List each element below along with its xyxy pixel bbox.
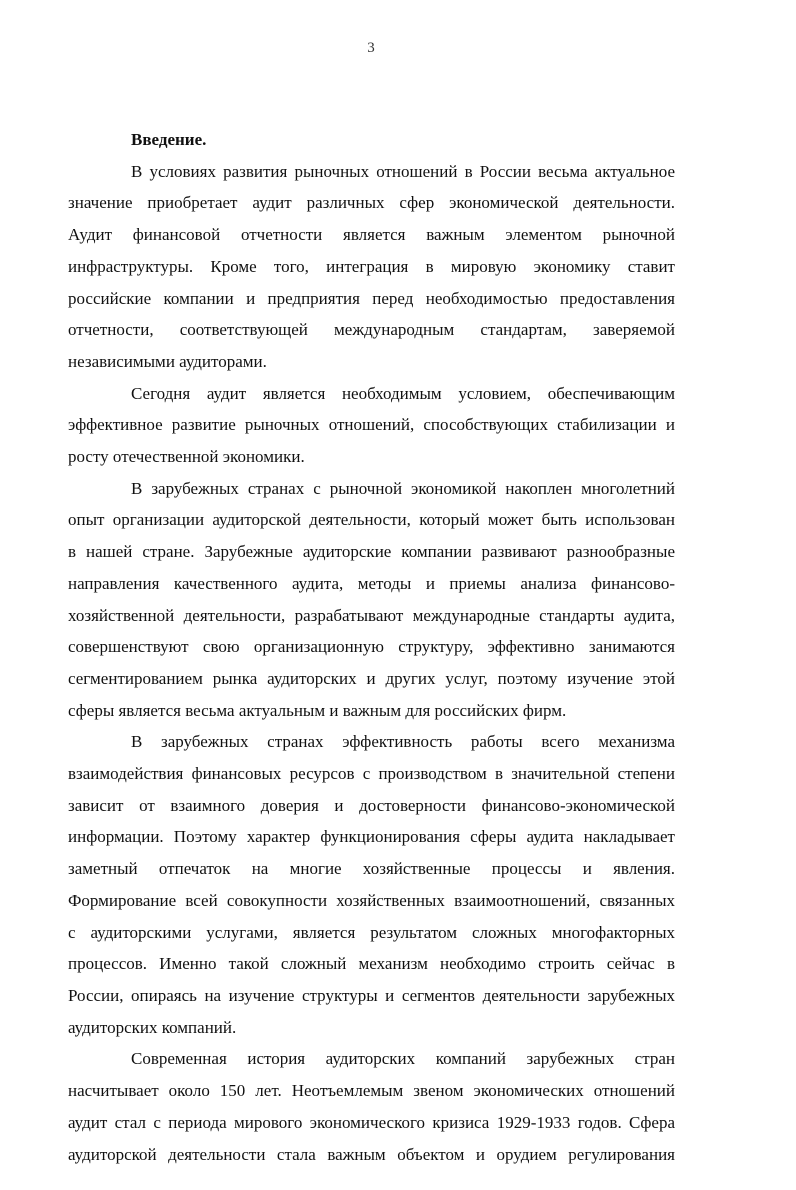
text-line: сферы является весьма актуальным и важным для российских фирм.: [68, 700, 567, 720]
text-line: с аудиторскими услугами, является результатом сложных многофакторных: [68, 922, 675, 942]
text-line: аудиторских компаний.: [68, 1017, 237, 1037]
paragraph: [68, 473, 675, 727]
text-line: совершенствуют свою организационную структуру, эффективно занимаются: [68, 637, 675, 657]
text-line: В зарубежных странах эффективность работы всего механизма: [131, 732, 675, 752]
paragraph: [68, 378, 675, 473]
page-number: 3: [367, 40, 375, 56]
paragraph: [68, 1043, 675, 1170]
text-line: инфраструктуры. Кроме того, интеграция в мировую экономику ставит: [68, 256, 675, 276]
text-line: направления качественного аудита, методы и приемы анализа финансово-: [68, 573, 675, 593]
text-line: независимыми аудиторами.: [68, 351, 267, 371]
text-line: России, опираясь на изучение структуры и сегментов деятельности зарубежных: [68, 985, 675, 1005]
paragraph: [68, 726, 675, 1043]
text-line: значение приобретает аудит различных сфер экономической деятельности.: [68, 193, 675, 213]
text-line: информации. Поэтому характер функционирования сферы аудита накладывает: [68, 827, 675, 847]
paragraph: [68, 156, 675, 378]
text-line: В зарубежных странах с рыночной экономикой накоплен многолетний: [131, 478, 675, 498]
text-line: Сегодня аудит является необходимым условием, обеспечивающим: [131, 383, 675, 403]
text-line: опыт организации аудиторской деятельности, который может быть использован: [68, 510, 675, 530]
text-line: Аудит финансовой отчетности является важным элементом рыночной: [68, 225, 675, 245]
text-line: аудиторской деятельности стала важным объектом и орудием регулирования: [68, 1144, 675, 1164]
text-line: взаимодействия финансовых ресурсов с производством в значительной степени: [68, 764, 675, 784]
text-line: аудит стал с периода мирового экономического кризиса 1929-1933 годов. Сфера: [68, 1112, 675, 1132]
text-line: В условиях развития рыночных отношений в России весьма актуальное: [131, 161, 675, 181]
text-line: насчитывает около 150 лет. Неотъемлемым звеном экономических отношений: [68, 1081, 675, 1101]
section-heading: Введение.: [131, 130, 207, 149]
text-line: сегментированием рынка аудиторских и других услуг, поэтому изучение этой: [68, 668, 675, 688]
text-line: отчетности, соответствующей международным стандартам, заверяемой: [68, 320, 675, 340]
text-line: в нашей стране. Зарубежные аудиторские компании развивают разнообразные: [68, 542, 675, 562]
text-line: Современная история аудиторских компаний зарубежных стран: [131, 1049, 675, 1069]
text-line: хозяйственной деятельности, разрабатывают международные стандарты аудита,: [68, 605, 675, 625]
text-line: российские компании и предприятия перед необходимостью предоставления: [68, 288, 675, 308]
text-line: росту отечественной экономики.: [68, 447, 305, 467]
text-line: заметный отпечаток на многие хозяйственные процессы и явления.: [68, 859, 675, 879]
text-line: процессов. Именно такой сложный механизм необходимо строить сейчас в: [68, 954, 675, 974]
document-body: [68, 124, 675, 1170]
text-line: Формирование всей совокупности хозяйственных взаимоотношений, связанных: [68, 890, 675, 910]
text-line: эффективное развитие рыночных отношений, способствующих стабилизации и: [68, 415, 675, 435]
text-line: зависит от взаимного доверия и достоверности финансово-экономической: [68, 795, 675, 815]
